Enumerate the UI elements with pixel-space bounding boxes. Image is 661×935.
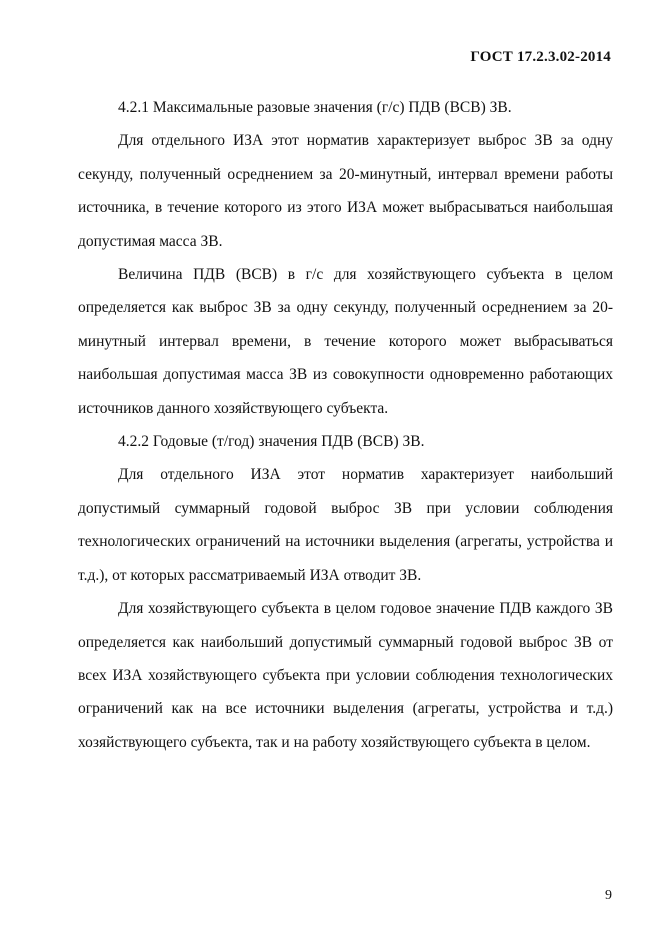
paragraph-entity-max: Величина ПДВ (ВСВ) в г/с для хозяйствующего субъекта в целом определяется как выброс ЗВ за одну секунду, полученный осреднением за 20-минутный интервал времени, в течение которого может выбрасываться наибольшая допустимая масса ЗВ из совокупности одновременно работающих источников данного хозяйствующего субъекта. bbox=[78, 266, 613, 417]
section-heading-4-2-2: 4.2.2 Годовые (т/год) значения ПДВ (ВСВ) ЗВ. bbox=[118, 433, 425, 451]
paragraph-single-source-annual: Для отдельного ИЗА этот норматив характеризует наибольший допустимый суммарный годовой выброс ЗВ при условии соблюдения технологических ограничений на источники выделения (агрегаты, устройства и т.д.), от которых рассматриваемый ИЗА отводит ЗВ. bbox=[78, 466, 613, 584]
paragraph-entity-annual: Для хозяйствующего субъекта в целом годовое значение ПДВ каждого ЗВ определяется как наибольший допустимый суммарный годовой выброс ЗВ от всех ИЗА хозяйствующего субъекта при условии соблюдения технологических ограничений как на все источники выделения (агрегаты, устройства и т.д.) хозяйствующего субъекта, так и на работу хозяйствующего субъекта в целом. bbox=[78, 600, 613, 751]
document-body bbox=[78, 91, 613, 759]
page-number: 9 bbox=[605, 888, 612, 903]
standard-header: ГОСТ 17.2.3.02-2014 bbox=[470, 49, 611, 65]
paragraph-single-source-max: Для отдельного ИЗА этот норматив характеризует выброс ЗВ за одну секунду, полученный осреднением за 20-минутный, интервал времени работы источника, в течение которого из этого ИЗА может выбрасываться наибольшая допустимая масса ЗВ. bbox=[78, 132, 613, 250]
section-heading-4-2-1: 4.2.1 Максимальные разовые значения (г/с) ПДВ (ВСВ) ЗВ. bbox=[118, 99, 512, 116]
